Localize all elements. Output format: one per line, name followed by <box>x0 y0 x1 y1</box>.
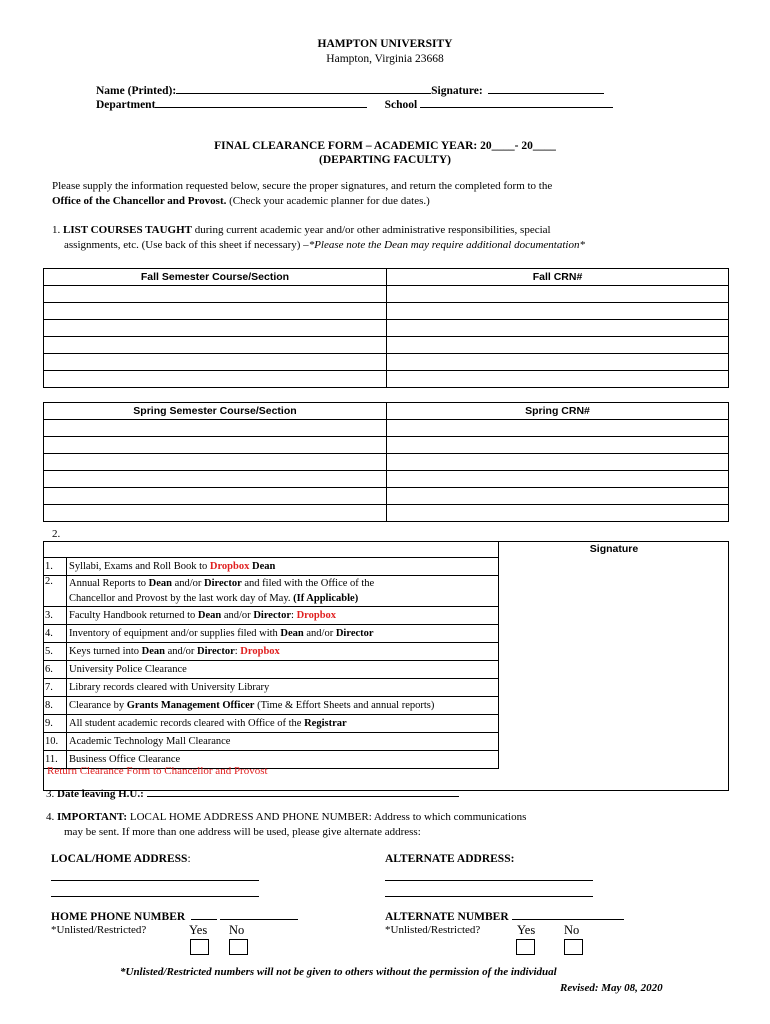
fall-course-cell[interactable] <box>44 354 387 371</box>
spring-crn-cell[interactable] <box>387 420 729 437</box>
alt-no-checkbox[interactable] <box>564 939 583 955</box>
spring-crn-header: Spring CRN# <box>387 403 729 420</box>
clearance-item: 8. Clearance by Grants Management Officer (Time & Effort Sheets and annual reports) <box>44 697 499 715</box>
form-title: FINAL CLEARANCE FORM – ACADEMIC YEAR: 20____- 20____ <box>214 140 556 152</box>
spring-crn-cell[interactable] <box>387 437 729 454</box>
fall-course-cell[interactable] <box>44 303 387 320</box>
spring-crn-cell[interactable] <box>387 505 729 522</box>
alt-yes-checkbox[interactable] <box>516 939 535 955</box>
department-field[interactable] <box>155 96 367 108</box>
fall-crn-cell[interactable] <box>387 337 729 354</box>
name-field[interactable] <box>176 82 431 94</box>
fall-crn-cell[interactable] <box>387 303 729 320</box>
section4-line2: may be sent. If more than one address will be used, please give alternate address: <box>64 826 421 838</box>
university-address: Hampton, Virginia 23668 <box>326 53 444 65</box>
fall-crn-header: Fall CRN# <box>387 269 729 286</box>
alternate-address-line-1[interactable] <box>385 868 593 881</box>
department-row <box>96 96 613 111</box>
fall-course-cell[interactable] <box>44 286 387 303</box>
clearance-item: 2. Annual Reports to Dean and/or Director and filed with the Office of the Chancellor and Provost by the last work day of May. (If Applicable) <box>44 576 499 607</box>
home-yes-checkbox[interactable] <box>190 939 209 955</box>
name-label: Name (Printed): <box>96 85 177 97</box>
clearance-item: 7. Library records cleared with University Library <box>44 679 499 697</box>
spring-course-cell[interactable] <box>44 505 387 522</box>
section1-line2: assignments, etc. (Use back of this sheet if necessary) –*Please note the Dean may require additional documentation* <box>64 239 585 251</box>
department-label: Department <box>96 99 156 111</box>
spring-course-cell[interactable] <box>44 420 387 437</box>
signature-header: Signature <box>589 543 639 555</box>
local-address-label: LOCAL/HOME ADDRESS: <box>51 853 191 865</box>
return-note: Return Clearance Form to Chancellor and Provost <box>47 765 268 777</box>
spring-course-table <box>43 402 729 522</box>
alternate-number-field[interactable] <box>512 908 624 920</box>
home-yes-label: Yes <box>189 923 208 937</box>
clearance-item: 5. Keys turned into Dean and/or Director: Dropbox <box>44 643 499 661</box>
alternate-address-label: ALTERNATE ADDRESS: <box>385 853 515 865</box>
section2-number: 2. <box>52 528 61 540</box>
spring-course-cell[interactable] <box>44 437 387 454</box>
spring-course-cell[interactable] <box>44 454 387 471</box>
date-leaving-field[interactable] <box>147 785 459 797</box>
fall-crn-cell[interactable] <box>387 354 729 371</box>
local-address-line-2[interactable] <box>51 884 259 897</box>
alt-no-label: No <box>564 923 580 937</box>
fall-course-cell[interactable] <box>44 371 387 388</box>
alternate-address-line-2[interactable] <box>385 884 593 897</box>
spring-course-cell[interactable] <box>44 471 387 488</box>
fall-crn-cell[interactable] <box>387 286 729 303</box>
spring-course-header: Spring Semester Course/Section <box>44 403 387 420</box>
clearance-item: 10. Academic Technology Mall Clearance <box>44 733 499 751</box>
home-unlisted-label: *Unlisted/Restricted? <box>51 924 147 936</box>
local-address-line-1[interactable] <box>51 868 259 881</box>
home-no-checkbox[interactable] <box>229 939 248 955</box>
clearance-item: 6. University Police Clearance <box>44 661 499 679</box>
spring-crn-cell[interactable] <box>387 454 729 471</box>
alt-unlisted-label: *Unlisted/Restricted? <box>385 924 481 936</box>
fall-crn-cell[interactable] <box>387 371 729 388</box>
spring-crn-cell[interactable] <box>387 488 729 505</box>
name-row <box>96 82 604 97</box>
home-no-label: No <box>229 923 245 937</box>
clearance-checklist <box>43 557 499 769</box>
home-phone-row: HOME PHONE NUMBER <box>51 908 298 923</box>
home-phone-field[interactable] <box>220 908 298 920</box>
fall-crn-cell[interactable] <box>387 320 729 337</box>
alt-yes-label: Yes <box>517 923 536 937</box>
school-label: School <box>384 99 418 111</box>
signature-field[interactable] <box>488 82 604 94</box>
section3-row: 3. Date leaving H.U.: <box>46 785 459 800</box>
signature-label: Signature: <box>431 85 483 97</box>
form-subtitle: (DEPARTING FACULTY) <box>319 154 451 166</box>
intro-line1: Please supply the information requested below, secure the proper signatures, and return the completed form to the <box>52 180 553 192</box>
clearance-item: 9. All student academic records cleared with Office of the Registrar <box>44 715 499 733</box>
alternate-number-row: ALTERNATE NUMBER <box>385 908 624 923</box>
fall-course-cell[interactable] <box>44 337 387 354</box>
section1-heading: 1. LIST COURSES TAUGHT during current academic year and/or other administrative responsibilities, special <box>52 224 551 236</box>
school-field[interactable] <box>420 96 613 108</box>
clearance-item: 4. Inventory of equipment and/or supplies filed with Dean and/or Director <box>44 625 499 643</box>
home-phone-area-field[interactable] <box>191 908 217 920</box>
spring-crn-cell[interactable] <box>387 471 729 488</box>
university-name: HAMPTON UNIVERSITY <box>317 38 453 50</box>
clearance-item: 11. Business Office Clearance <box>44 751 499 769</box>
revised-date: Revised: May 08, 2020 <box>560 982 663 994</box>
intro-line2: Office of the Chancellor and Provost. (Check your academic planner for due dates.) <box>52 195 430 207</box>
fall-course-table <box>43 268 729 388</box>
unlisted-footnote: *Unlisted/Restricted numbers will not be given to others without the permission of the individual <box>120 966 557 978</box>
clearance-item: 3. Faculty Handbook returned to Dean and/or Director: Dropbox <box>44 607 499 625</box>
spring-course-cell[interactable] <box>44 488 387 505</box>
fall-course-cell[interactable] <box>44 320 387 337</box>
fall-course-header: Fall Semester Course/Section <box>44 269 387 286</box>
clearance-item: 1. Syllabi, Exams and Roll Book to Dropbox Dean <box>44 558 499 576</box>
section4-heading: 4. IMPORTANT: LOCAL HOME ADDRESS AND PHONE NUMBER: Address to which communications <box>46 811 527 823</box>
